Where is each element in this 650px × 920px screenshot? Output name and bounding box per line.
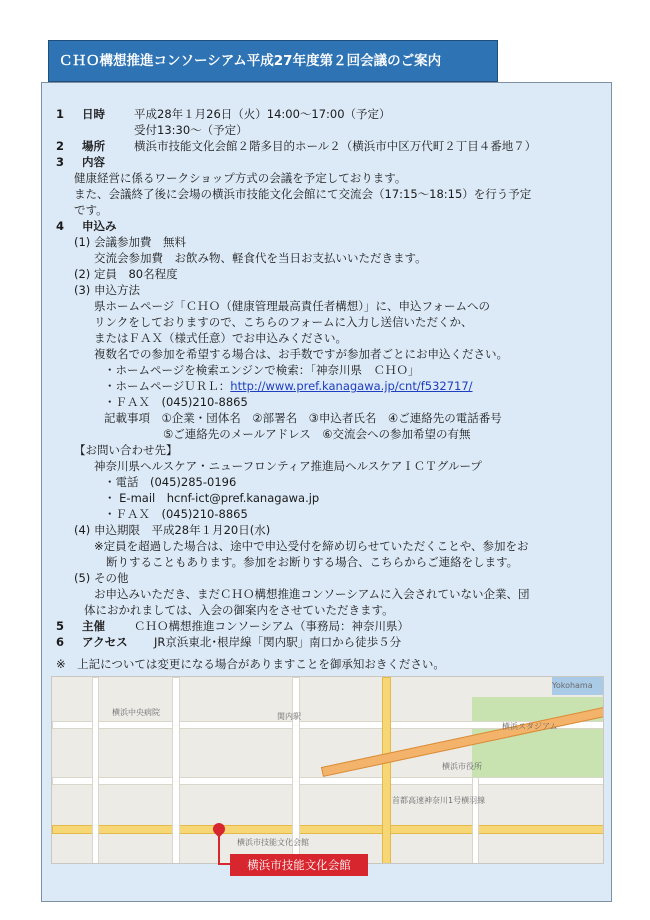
url-label: ・ホームページＵＲＬ：: [104, 379, 231, 393]
fax-bullet: ・ＦＡＸ (045)210-8865: [104, 395, 248, 409]
content-line: です。: [74, 203, 108, 217]
page-title: ＣＨＯ構想推進コンソーシアム平成27年度第２回会議のご案内: [48, 40, 498, 82]
method-label: (3) 申込方法: [74, 283, 140, 297]
map-road: [472, 777, 479, 864]
map-label: 横浜スタジアム: [502, 722, 558, 731]
capacity-label: (2) 定員 80名程度: [74, 267, 178, 281]
section-number: 4: [56, 219, 65, 233]
content-line: また、会議終了後に会場の横浜市技能文化会館にて交流会（17:15～18:15）を行う予定: [74, 187, 532, 201]
other-line: お申込みいただき、まだＣＨＯ構想推進コンソーシアムに入会されていない企業、団: [94, 587, 530, 601]
section-heading: 日時: [82, 107, 105, 121]
map-label: 横浜市役所: [442, 762, 482, 771]
section-heading: 主催: [82, 619, 105, 633]
section-content: [56, 154, 616, 170]
map-road: [92, 677, 99, 864]
callout-connector: [218, 836, 220, 864]
venue-text: 横浜市技能文化会館２階多目的ホール２（横浜市中区万代町２丁目４番地７）: [134, 139, 537, 153]
required-items: 記載事項 ①企業・団体名 ②部署名 ③申込者氏名 ④ご連絡先の電話番号: [104, 411, 502, 425]
section-heading: 申込み: [82, 219, 117, 233]
inquiry-title: 【お問い合わせ先】: [74, 443, 178, 457]
map-label: 関内駅: [277, 712, 301, 721]
section-number: 1: [56, 107, 65, 121]
section-datetime: [56, 106, 616, 122]
map-road: [52, 777, 604, 785]
inquiry-email: ・ E-mail hcnf-ict@pref.kanagawa.jp: [104, 491, 320, 505]
disclaimer-note: ※ 上記については変更になる場合がありますことを御承知おきください。: [56, 657, 445, 671]
document-body: [56, 106, 616, 672]
section-venue: [56, 138, 616, 154]
section-number: 6: [56, 635, 65, 649]
inquiry-fax: ・ＦＡＸ (045)210-8865: [104, 507, 248, 521]
deadline-note: 断りすることもあります。参加をお断りする場合、こちらからご連絡をします。: [106, 555, 519, 569]
map-label: Yokohama: [552, 681, 593, 690]
section-heading: アクセス: [82, 635, 128, 649]
section-number: 5: [56, 619, 65, 633]
method-line: またはＦＡＸ（様式任意）でお申込みください。: [94, 331, 347, 345]
section-number: 2: [56, 139, 65, 153]
inquiry-tel: ・電話 (045)285-0196: [104, 475, 237, 489]
section-application: [56, 218, 616, 234]
deadline-note: ※定員を超過した場合は、途中で申込受付を締め切らせていただくことや、参加をお: [94, 539, 529, 553]
section-organizer: [56, 618, 616, 634]
other-line: 体におかれましては、入会の御案内をさせていただきます。: [84, 603, 394, 617]
section-heading: 場所: [82, 139, 105, 153]
map-label: 横浜市技能文化会館: [237, 838, 309, 847]
map-label: 首都高速神奈川1号横羽線: [392, 796, 486, 805]
access-map[interactable]: [51, 676, 604, 864]
method-line: 県ホームページ「ＣＨＯ（健康管理最高責任者構想）」に、申込フォームへの: [94, 299, 490, 313]
datetime-text: 平成28年１月26日（火）14:00～17:00（予定）: [134, 107, 391, 121]
deadline-label: (4) 申込期限 平成28年１月20日(水): [74, 523, 271, 537]
fee-label: (1) 会議参加費 無料: [74, 235, 186, 249]
map-road: [382, 677, 391, 864]
method-line: 複数名での参加を希望する場合は、お手数ですが参加者ごとにお申込ください。: [94, 347, 508, 361]
inquiry-org: 神奈川県ヘルスケア・ニューフロンティア推進局ヘルスケアＩＣＴグループ: [94, 459, 482, 473]
search-bullet: ・ホームページを検索エンジンで検索：「神奈川県 ＣＨＯ」: [104, 363, 420, 377]
section-number: 3: [56, 155, 65, 169]
url-bullet: [56, 378, 616, 394]
map-road: [292, 677, 300, 864]
map-road: [172, 677, 180, 864]
organizer-text: ＣＨＯ構想推進コンソーシアム（事務局：神奈川県）: [134, 619, 409, 633]
content-line: 健康経営に係るワークショップ方式の会議を予定しております。: [74, 171, 407, 185]
required-items-cont: ⑤ご連絡先のメールアドレス ⑥交流会への参加希望の有無: [163, 427, 471, 441]
other-label: (5) その他: [74, 571, 129, 585]
venue-callout: 横浜市技能文化会館: [230, 854, 368, 876]
access-text: JR京浜東北･根岸線「関内駅」南口から徒歩５分: [154, 635, 402, 649]
reception-time: 受付13:30～（予定）: [134, 123, 248, 137]
callout-connector: [218, 863, 230, 865]
method-line: リンクをしておりますので、こちらのフォームに入力し送信いただくか、: [94, 315, 473, 329]
homepage-link[interactable]: http://www.pref.kanagawa.jp/cnt/f532717/: [230, 379, 473, 393]
section-access: [56, 634, 616, 650]
map-road: [52, 825, 604, 834]
fee-sub: 交流会参加費 お飲み物、軽食代を当日お支払いいただきます。: [94, 251, 427, 265]
map-label: 横浜中央病院: [112, 708, 160, 717]
section-heading: 内容: [82, 155, 105, 169]
